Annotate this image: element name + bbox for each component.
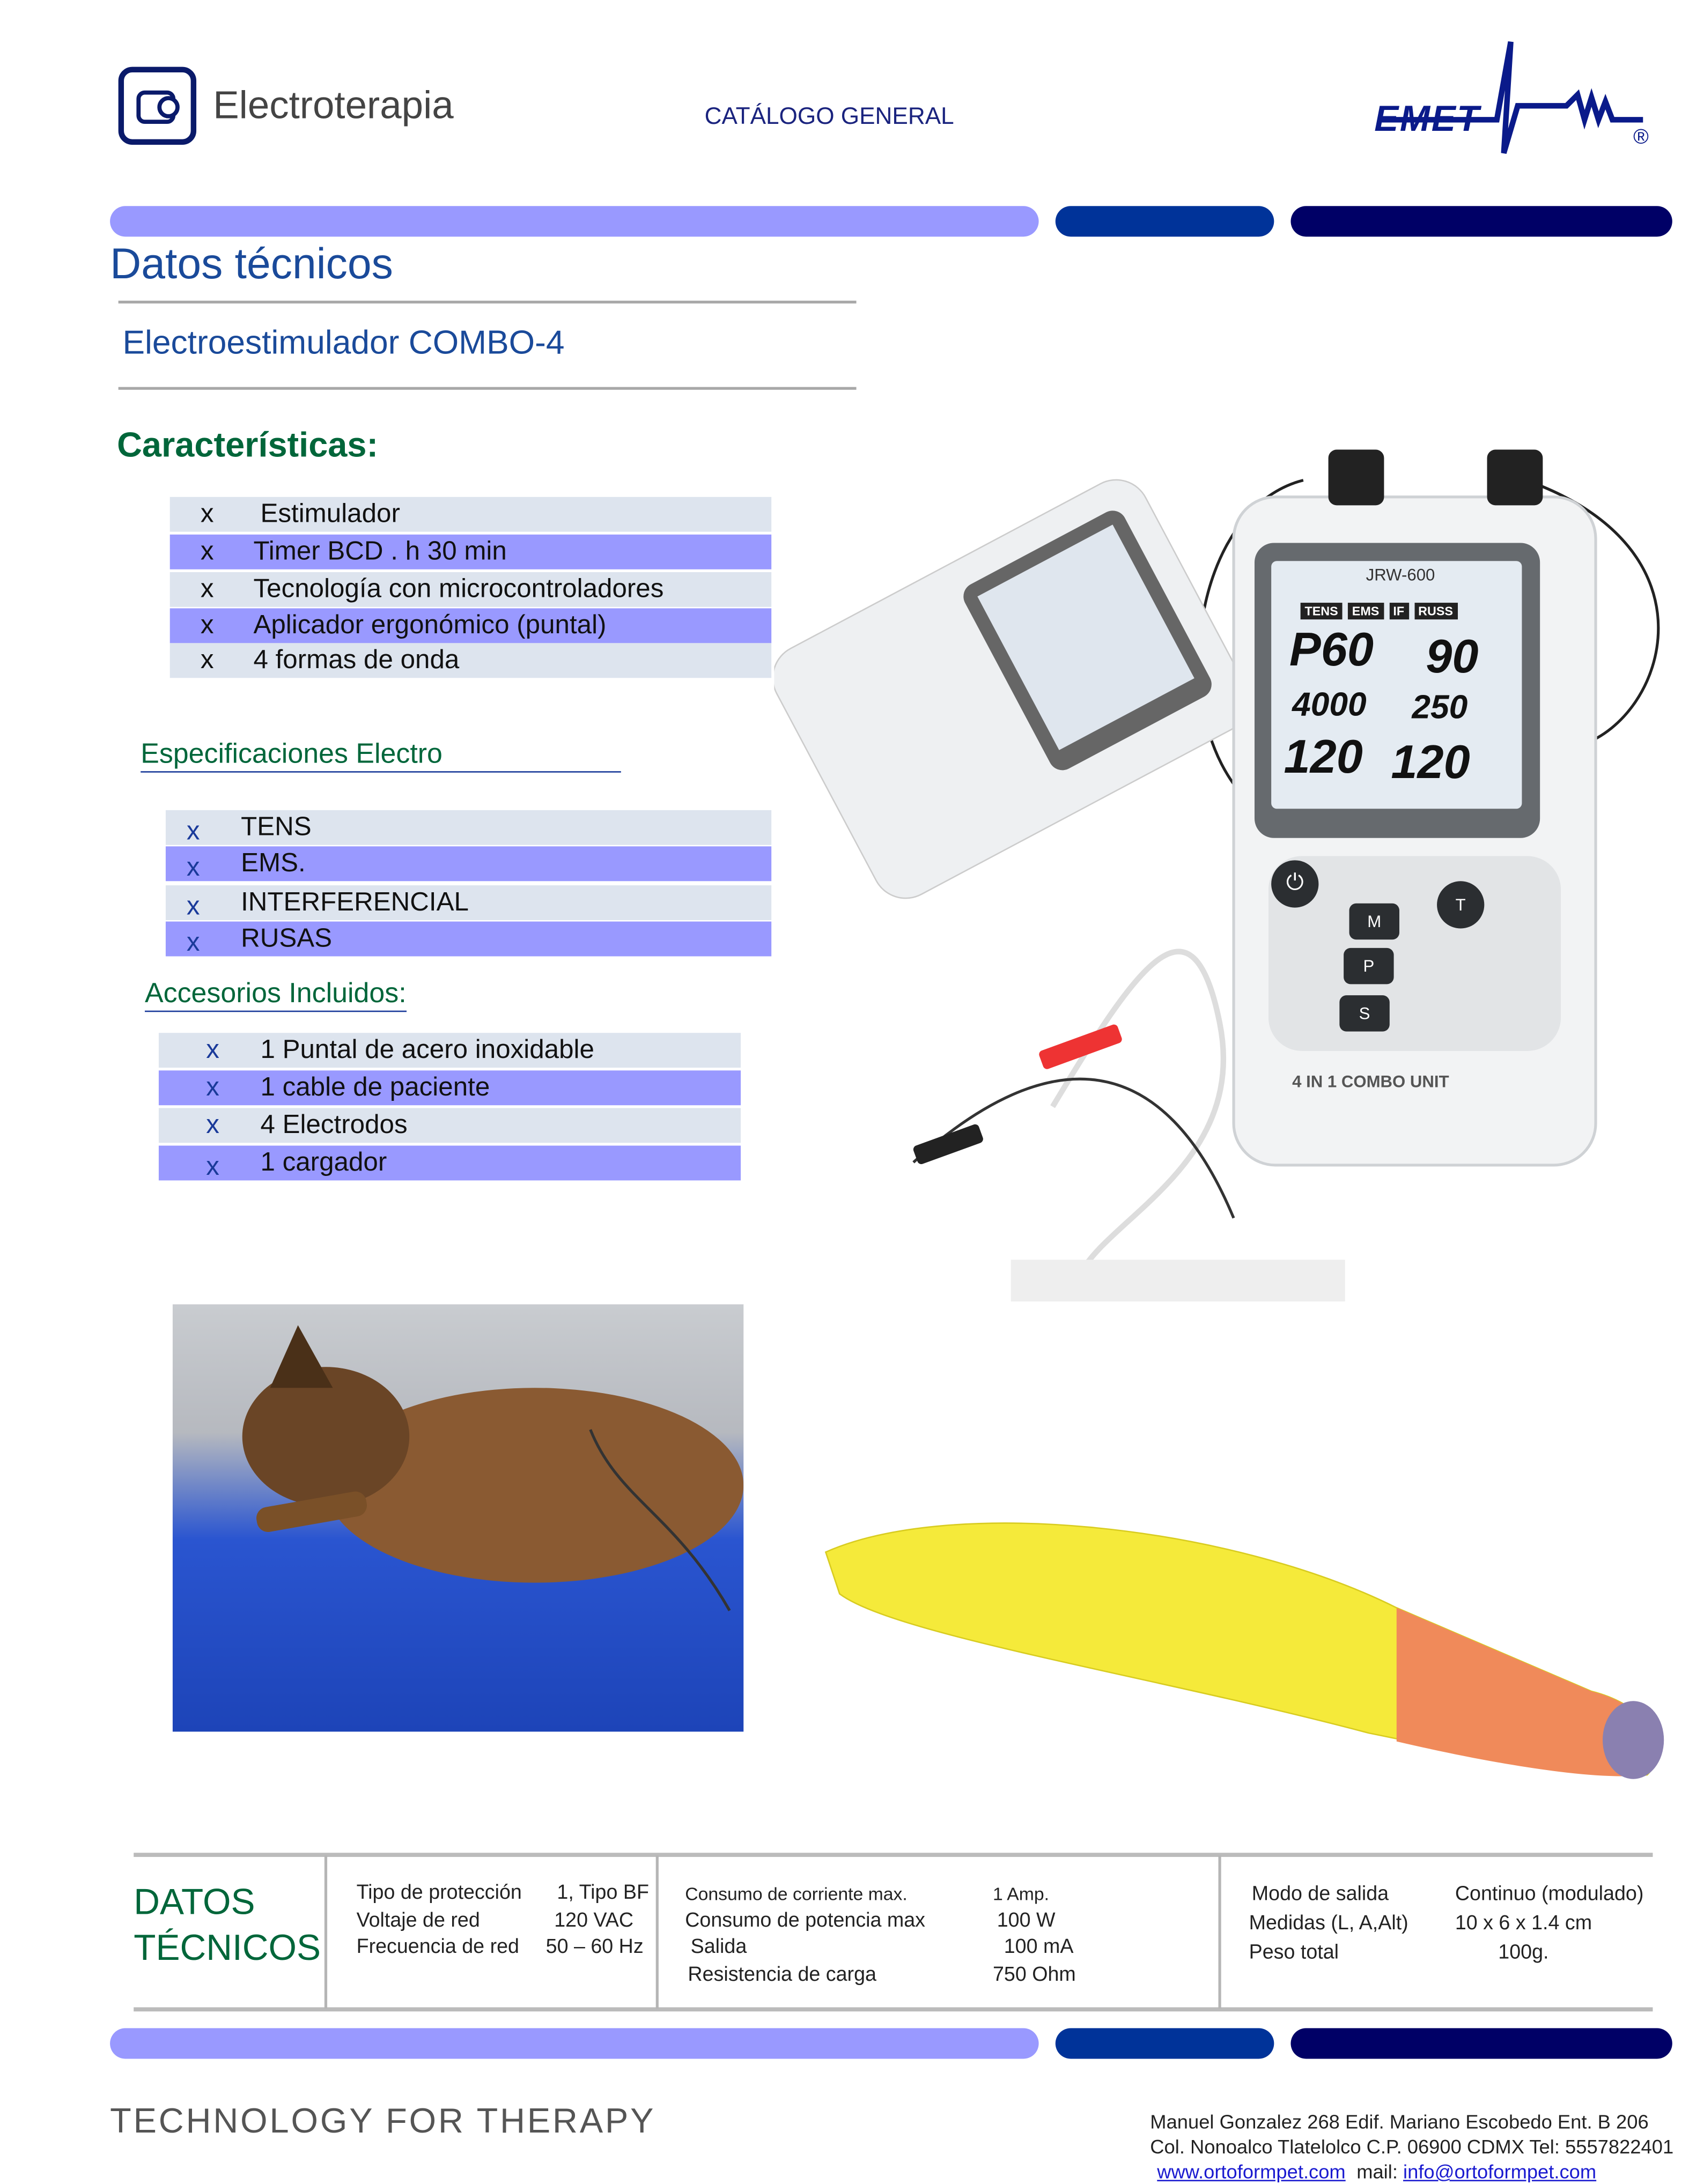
lcd-ch2: 120 — [1391, 736, 1470, 789]
specs-heading: Especificaciones Electro — [141, 738, 621, 773]
divider — [119, 301, 857, 303]
datasheet-heading: DATOS TÉCNICOS — [134, 1881, 321, 1968]
dog-therapy-photo — [173, 1304, 743, 1731]
divider — [324, 1855, 327, 2009]
top-bar-light — [110, 206, 1039, 236]
datasheet-col3-values: Continuo (modulado) 10 x 6 x 1.4 cm 100g. — [1455, 1883, 1644, 1964]
list-item: x RUSAS — [166, 922, 771, 957]
list-item: x TENS — [166, 810, 771, 845]
lcd-pulse: 250 — [1412, 689, 1468, 727]
datasheet-col1-keys: Tipo de protección Voltaje de red Frecuencia de red — [356, 1882, 522, 1959]
list-item: x 4 Electrodos — [159, 1108, 741, 1143]
device-button-t: T — [1437, 881, 1484, 928]
divider — [656, 1855, 659, 2009]
lcd-modes: TENS EMS IF RUSS — [1301, 603, 1457, 619]
list-item: x Aplicador ergonómico (puntal) — [170, 608, 771, 643]
list-item: x 4 formas de onda — [170, 643, 771, 678]
lcd-program: P60 — [1289, 624, 1374, 677]
bottom-bar-mid — [1056, 2028, 1274, 2059]
divider — [119, 387, 857, 390]
bottom-bar-light — [110, 2028, 1039, 2059]
list-item: x Tecnología con microcontroladores — [170, 572, 771, 607]
bottom-bar-dark — [1290, 2028, 1672, 2059]
device-button-p: P — [1344, 948, 1393, 984]
lcd-ch1: 120 — [1284, 730, 1363, 784]
datasheet-col1-values: 1, Tipo BF 120 VAC 50 – 60 Hz — [545, 1882, 649, 1959]
list-item: x EMS. — [166, 846, 771, 881]
datasheet-top-rule — [134, 1853, 1653, 1857]
datasheet-bottom-rule — [134, 2007, 1653, 2011]
lcd-frequency: 4000 — [1292, 686, 1367, 724]
catalog-label: CATÁLOGO GENERAL — [704, 103, 954, 130]
device-label: 4 IN 1 COMBO UNIT — [1292, 1071, 1449, 1092]
list-item: x Timer BCD . h 30 min — [170, 535, 771, 569]
device-button-m: M — [1349, 904, 1399, 939]
device-photo — [774, 439, 1689, 1302]
email-link[interactable]: info@ortoformpet.com — [1403, 2160, 1597, 2183]
divider — [1219, 1855, 1221, 2009]
datasheet-col2-values: 1 Amp. 100 W 100 mA 750 Ohm — [992, 1883, 1076, 1986]
website-link[interactable]: www.ortoformpet.com — [1157, 2160, 1346, 2183]
page-title: Datos técnicos — [110, 239, 393, 288]
device-button-s: S — [1339, 995, 1389, 1031]
device-model: JRW-600 — [1366, 565, 1435, 585]
datasheet-col2-keys: Consumo de corriente max. Consumo de potencia max Salida Resistencia de carga — [685, 1883, 926, 1986]
lcd-timer: 90 — [1426, 630, 1479, 684]
product-name: Electroestimulador COMBO-4 — [122, 324, 565, 362]
accessories-heading: Accesorios Incluidos: — [145, 977, 407, 1012]
list-item: x 1 cable de paciente — [159, 1070, 741, 1105]
list-item: x 1 Puntal de acero inoxidable — [159, 1033, 741, 1068]
emet-logo: EMET ® — [1371, 39, 1664, 158]
top-bar-mid — [1056, 206, 1274, 236]
power-icon: ⏻ — [1271, 860, 1318, 907]
features-heading: Características: — [117, 426, 379, 465]
list-item: x INTERFERENCIAL — [166, 885, 771, 920]
top-bar-dark — [1290, 206, 1672, 236]
applicator-photo — [812, 1497, 1675, 1789]
list-item: x Estimulador — [170, 497, 771, 532]
slogan: TECHNOLOGY FOR THERAPY — [110, 2101, 656, 2141]
section-title: Electroterapia — [213, 83, 454, 127]
datasheet-col3-keys: Modo de salida Medidas (L, A,Alt) Peso total — [1249, 1883, 1408, 1964]
list-item: x 1 cargador — [159, 1146, 741, 1181]
electrotherapy-icon — [119, 67, 196, 145]
address: Manuel Gonzalez 268 Edif. Mariano Escobedo Ent. B 206 Col. Nonoalco Tlatelolco C.P. 06900 CDMX Tel: 5557822401 www.ortoformpet.com mail: info@ortoformpet.com — [1150, 2110, 1674, 2183]
